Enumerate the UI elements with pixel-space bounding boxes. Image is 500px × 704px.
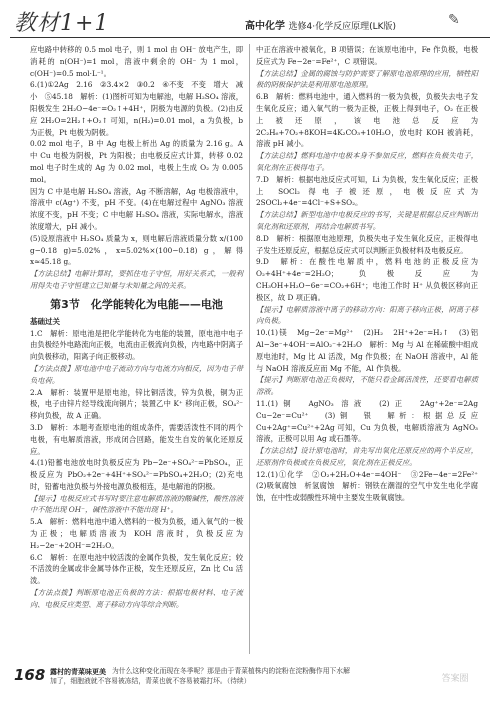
answer-paragraph: 3.D 解析：本题考查原电池的组成条件，需要活泼性不同的两个电极，有电解质溶液，形成闭合回路，能发生自发的氧化还原反应。 — [30, 422, 243, 456]
answer-paragraph: 12.(1)①化学 ②O₂+2H₂O+4e⁻=4OH⁻ ③2Fe−4e⁻=2Fe²⁺ (2)吸氧腐蚀 析氢腐蚀 解析：钢铁在潮湿的空气中发生电化学腐蚀，在中性或弱酸性环境中主要发生吸氧腐蚀。 — [256, 469, 486, 503]
answer-paragraph: 1.C 解析：原电池是把化学能转化为电能的装置，原电池中电子由负极经外电路流向正极，电流由正极流向负极，内电路中阴离子向负极移动，阳离子向正极移动。 — [30, 328, 243, 362]
answer-paragraph: 中正在溶液中被氧化，B 项错误；在该原电池中，Fe 作负极，电极反应式为 Fe−2e⁻=Fe²⁺，C 项错误。 — [256, 45, 478, 66]
answer-paragraph: 应电路中转移的 0.5 mol 电子，则 1 mol 由 OH⁻ 放电产生，即消耗的 n(OH⁻)=1 mol，溶液中剩余的 OH⁻ 为 1 mol，c(OH⁻)=0.5 mol·L⁻¹。 — [30, 45, 243, 78]
method-note: 【方法总结】新型电池中电极反应的书写，关键是根据总反应判断出氧化剂和还原剂，再结合电解质书写。 — [256, 210, 478, 231]
book-icon: ✎ — [448, 12, 460, 28]
answer-paragraph: 9.D 解析：在酸性电解质中，燃料电池的正极反应为 O₂+4H⁺+4e⁻=2H₂O；负极反应为 CH₃OH+H₂O−6e⁻=CO₂+6H⁺；电池工作时 H⁺ 从负极区移向正极区，故 D 项正确。 — [256, 257, 478, 302]
answer-paragraph: (5)设原溶液中 H₂SO₄ 质量为 x，则电解后溶液质量分数 x/(100 g−0.18 g)=5.02%，x=5.02%×(100−0.18) g，解得 x≈45.18 g。 — [30, 233, 243, 267]
right-column — [256, 44, 486, 504]
section-title: 第3节 化学能转化为电能——电池 — [50, 297, 223, 311]
method-note: 【提示】电解质溶液中离子的移动方向：阳离子移向正极，阴离子移向负极。 — [256, 304, 478, 326]
answer-paragraph: 4.(1)铅蓄电池放电时负极反应为 Pb−2e⁻+SO₄²⁻=PbSO₄，正极反应为 PbO₂+2e⁻+4H⁺+SO₄²⁻=PbSO₄+2H₂O；(2)充电时，铅蓄电池负极与外接电源负极相连，是电解池的阴极。 — [30, 458, 243, 491]
answer-paragraph: 8.D 解析：根据原电池原理，负极失电子发生氧化反应，正极得电子发生还原反应，根据总反应式可以判断正负极材料及电极反应。 — [256, 233, 478, 255]
book-logo: 教材1+1 — [14, 11, 110, 36]
footer-label: 露村的青菜味更美 — [50, 668, 106, 676]
method-note: 【提示】判断原电池正负极时，不能只看金属活泼性，还要看电解质溶液。 — [256, 375, 478, 397]
method-note: 【方法点拨】原电池中电子流动方向与电流方向相反，因为电子带负电荷。 — [30, 363, 243, 385]
method-note: 【方法总结】燃料电池中电极本身不参加反应，燃料在负极失电子，氧化剂在正极得电子。 — [256, 151, 478, 172]
method-note: 【方法总结】电解计算时，要抓住电子守恒，用好关系式，一般利用得失电子守恒建立已知量与未知量之间的关系。 — [30, 269, 243, 290]
answer-paragraph: 6.B 解析：燃料电池中，通入燃料的一极为负极，负极失去电子发生氧化反应；通入氧气的一极为正极，正极上得到电子，O₂ 在正极上被还原，该电池总反应为 2C₂H₆+7O₂+8KOH=4K₂CO₃+10H₂O，放电时 KOH 被消耗，溶液 pH 减小。 — [256, 92, 478, 149]
answer-paragraph: 5.A 解析：燃料电池中通入燃料的一极为负极，通入氧气的一极为正极；电解质溶液为 KOH 溶液时，负极反应为 H₂−2e⁻+2OH⁻=2H₂O。 — [30, 517, 243, 550]
watermark-stamp: 答案圈 — [441, 674, 469, 684]
header-title — [245, 17, 396, 32]
method-note: 【方法总结】金属的腐蚀与防护需要了解原电池原理的应用，牺牲阳极的阴极保护法是利用原电池原理。 — [256, 68, 478, 90]
header-subject: 高中化学 — [245, 21, 285, 32]
answer-paragraph: 6.(1)①2Ag 2.16 ②3.4×2 ③0.2 ④不变 不变 增大 减小 ⑤45.18 解析：(1)图析可知为电解池，电解 H₂SO₄ 溶液，阳极发生 2H₂O−4e⁻=O₂↑+4H⁺，阴极为电源的负极。(2)由反应 2H₂O=2H₂↑+O₂↑ 可知，n(H₂)=0.01 mol，a 为负极，b 为正极，Pt 电极为阴极。 — [30, 80, 243, 137]
page-number: 168 — [14, 666, 46, 684]
page-footer — [0, 660, 500, 704]
answer-paragraph: 6.C 解析：在原电池中较活泼的金属作负极，发生氧化反应；较不活泼的金属或非金属导体作正极，发生还原反应，Zn 比 Cu 活泼。 — [30, 552, 243, 586]
header-subtitle: 选修4·化学反应原理(LK版) — [288, 22, 397, 32]
left-column — [30, 44, 243, 611]
answer-paragraph: 因为 C 中是电解 H₂SO₄ 溶液，Ag 不断溶解，Ag 电极溶液中，溶液中 c(Ag⁺) 不变，pH 不变。(4)在电解过程中 AgNO₃ 溶液浓度不变，pH 不变；C 中电解 H₂SO₄ 溶液，实际电解水，溶液浓度增大，pH 减小。 — [30, 186, 243, 231]
answer-paragraph: 11.(1)铜 AgNO₃ 溶液 (2)正 2Ag⁺+2e⁻=2Ag Cu−2e⁻=Cu²⁺ (3)铜 银 解析：根据总反应 Cu+2Ag⁺=Cu²⁺+2Ag 可知，Cu 为负极，电解质溶液为 AgNO₃ 溶液，正极可以用 Ag 或石墨等。 — [256, 398, 486, 444]
header-rule — [10, 37, 490, 38]
method-note: 【提示】电极反应式书写时要注意电解质溶液的酸碱性，酸性溶液中不能出现 OH⁻，碱性溶液中不能出现 H⁺。 — [30, 493, 243, 515]
method-note: 【方法总结】设计原电池时，首先写出氧化还原反应的两个半反应，还原剂作负极或在负极反应，氧化剂在正极反应。 — [256, 446, 478, 467]
page-header — [0, 0, 500, 44]
column-divider — [249, 44, 250, 654]
basic-label: 基础过关 — [30, 316, 60, 326]
method-note: 【方法点拨】判断原电池正负极的方法：根据电极材料、电子流向、电极反应类型、离子移动方向等综合判断。 — [30, 588, 243, 609]
footer-text: 加了，细胞液就不容易被冻结，青菜也就不容易被霜打坏。（待续） — [50, 677, 251, 685]
answer-paragraph: 2.A 解析：装置甲是原电池，锌比铜活泼，锌为负极，铜为正极，电子由锌片经导线流向铜片；装置乙中 K⁺ 移向正极，SO₄²⁻ 移向负极，故 A 正确。 — [30, 387, 243, 421]
answer-paragraph: 7.D 解析：根据电池反应式可知，Li 为负极，发生氧化反应；正极上 SOCl₂ 得电子被还原，电极反应式为 2SOCl₂+4e⁻=4Cl⁻+S+SO₂。 — [256, 174, 478, 208]
footer-text: 为什么这种变化而现在冬季呢？那是由于青菜植株内的淀粉在淀粉酶作用下水解 — [112, 667, 350, 675]
answer-paragraph: 0.02 mol 电子，B 中 Ag 电极上析出 Ag 的质量为 2.16 g。A 中 Cu 电极为阴极，Pt 为阳极；由电极反应式计算，转移 0.02 mol 电子时生成的 Ag 为 0.02 mol，电极上生成 O₂ 为 0.005 mol。 — [30, 139, 243, 184]
answer-paragraph: 10.(1)镁 Mg−2e⁻=Mg²⁺ (2)H₂ 2H⁺+2e⁻=H₂↑ (3)铝 Al−3e⁻+4OH⁻=AlO₂⁻+2H₂O 解析：Mg 与 Al 在稀硫酸中组成原电池时，Mg 比 Al 活泼，Mg 作负极；在 NaOH 溶液中，Al 能与 NaOH 溶液反应而 Mg 不能，Al 作负极。 — [256, 328, 486, 373]
